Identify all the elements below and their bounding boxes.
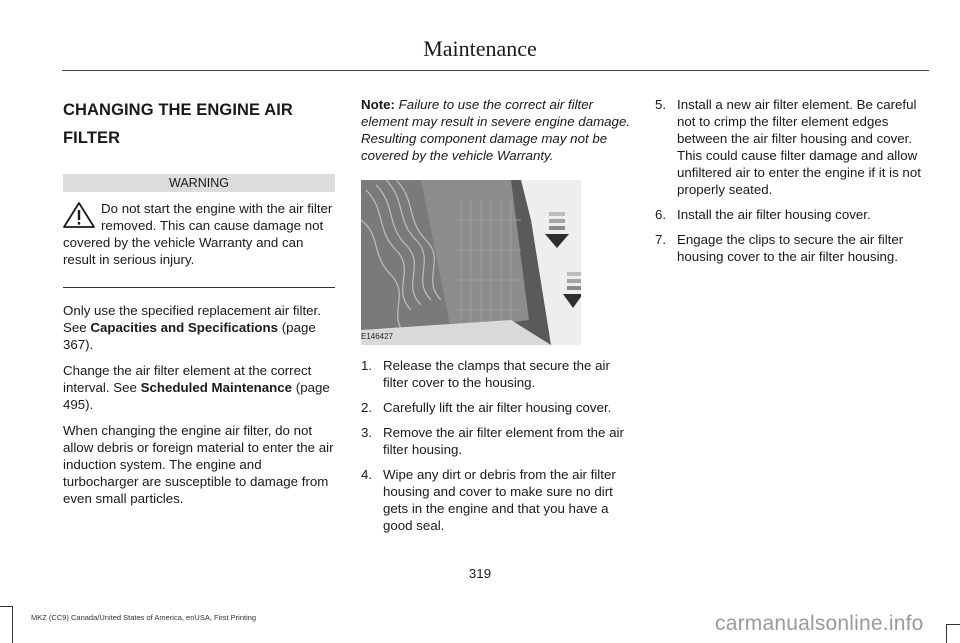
middle-column bbox=[361, 96, 633, 542]
step-text: Carefully lift the air filter housing cover. bbox=[383, 400, 612, 415]
link-capacities-specifications[interactable]: Capacities and Specifications bbox=[90, 320, 279, 335]
steps-list-1-4 bbox=[361, 357, 633, 534]
step-number: 4. bbox=[361, 467, 373, 482]
para2-text: Change the air filter element at the correct interval. See bbox=[63, 363, 312, 395]
para1-text: Only use the specified replacement air filter. See bbox=[63, 303, 321, 335]
warning-text: Do not start the engine with the air filter removed. This can cause damage not covered by the vehicle Warranty and can result in serious injury. bbox=[63, 201, 333, 267]
section-title-line1: CHANGING THE ENGINE AIR bbox=[63, 101, 293, 119]
section-title-line2: FILTER bbox=[63, 129, 121, 147]
watermark: carmanualsonline.info bbox=[715, 612, 924, 635]
note-text: Failure to use the correct air filter element may result in severe engine damage. Resulting component damage may not be covered by the vehicle Warranty. bbox=[361, 97, 631, 163]
warning-label: WARNING bbox=[63, 174, 335, 192]
step-number: 7. bbox=[655, 232, 667, 247]
warning-triangle-icon bbox=[63, 202, 95, 228]
step-number: 5. bbox=[655, 97, 667, 112]
step-item bbox=[361, 357, 633, 391]
step-item bbox=[655, 231, 927, 265]
figure-code: E146427 bbox=[361, 332, 394, 341]
section-title bbox=[63, 96, 335, 152]
crop-mark-left-vertical bbox=[12, 606, 13, 643]
para1-ref: (page 367). bbox=[63, 320, 316, 352]
step-item bbox=[655, 96, 927, 198]
step-number: 6. bbox=[655, 207, 667, 222]
page-header-title: Maintenance bbox=[423, 36, 537, 61]
link-scheduled-maintenance[interactable]: Scheduled Maintenance bbox=[140, 380, 293, 395]
step-text: Release the clamps that secure the air filter cover to the housing. bbox=[383, 358, 610, 390]
step-text: Remove the air filter element from the air filter housing. bbox=[383, 425, 624, 457]
crop-mark-right-vertical bbox=[946, 624, 947, 643]
paragraph-debris-caution: When changing the engine air filter, do not allow debris or foreign material to enter the air induction system. The engine and turbocharger are susceptible to damage from even small particles. bbox=[63, 423, 334, 506]
step-text: Install the air filter housing cover. bbox=[677, 207, 871, 222]
step-number: 1. bbox=[361, 358, 373, 373]
steps-list-5-7 bbox=[655, 96, 927, 265]
header-divider bbox=[62, 70, 929, 71]
step-text: Wipe any dirt or debris from the air filter housing and cover to make sure no dirt gets in the engine and that you have a good seal. bbox=[383, 467, 616, 533]
left-column bbox=[63, 96, 335, 516]
air-filter-illustration bbox=[361, 180, 581, 345]
step-number: 3. bbox=[361, 425, 373, 440]
step-item bbox=[361, 399, 633, 416]
note-label: Note: bbox=[361, 97, 395, 112]
step-item bbox=[655, 206, 927, 223]
step-number: 2. bbox=[361, 400, 373, 415]
step-text: Engage the clips to secure the air filter housing cover to the air filter housing. bbox=[677, 232, 904, 264]
step-text: Install a new air filter element. Be careful not to crimp the filter element edges between the air filter housing and cover. This could cause filter damage and allow unfiltered air to enter the engine if it is not properly seated. bbox=[677, 97, 921, 197]
step-item bbox=[361, 424, 633, 458]
note-paragraph bbox=[361, 96, 633, 164]
paragraph-change-interval bbox=[63, 362, 335, 413]
warning-box bbox=[63, 200, 335, 288]
para2-ref: (page 495). bbox=[63, 380, 330, 412]
crop-mark-left-horizontal bbox=[0, 606, 13, 607]
crop-mark-right-horizontal bbox=[946, 624, 960, 625]
printing-info: MKZ (CC9) Canada/United States of America, enUSA, First Printing bbox=[31, 613, 257, 622]
air-filter-figure bbox=[361, 180, 581, 345]
step-item bbox=[361, 466, 633, 534]
page-number: 319 bbox=[468, 566, 492, 581]
right-column bbox=[655, 96, 927, 273]
paragraph-replacement-filter bbox=[63, 302, 335, 353]
